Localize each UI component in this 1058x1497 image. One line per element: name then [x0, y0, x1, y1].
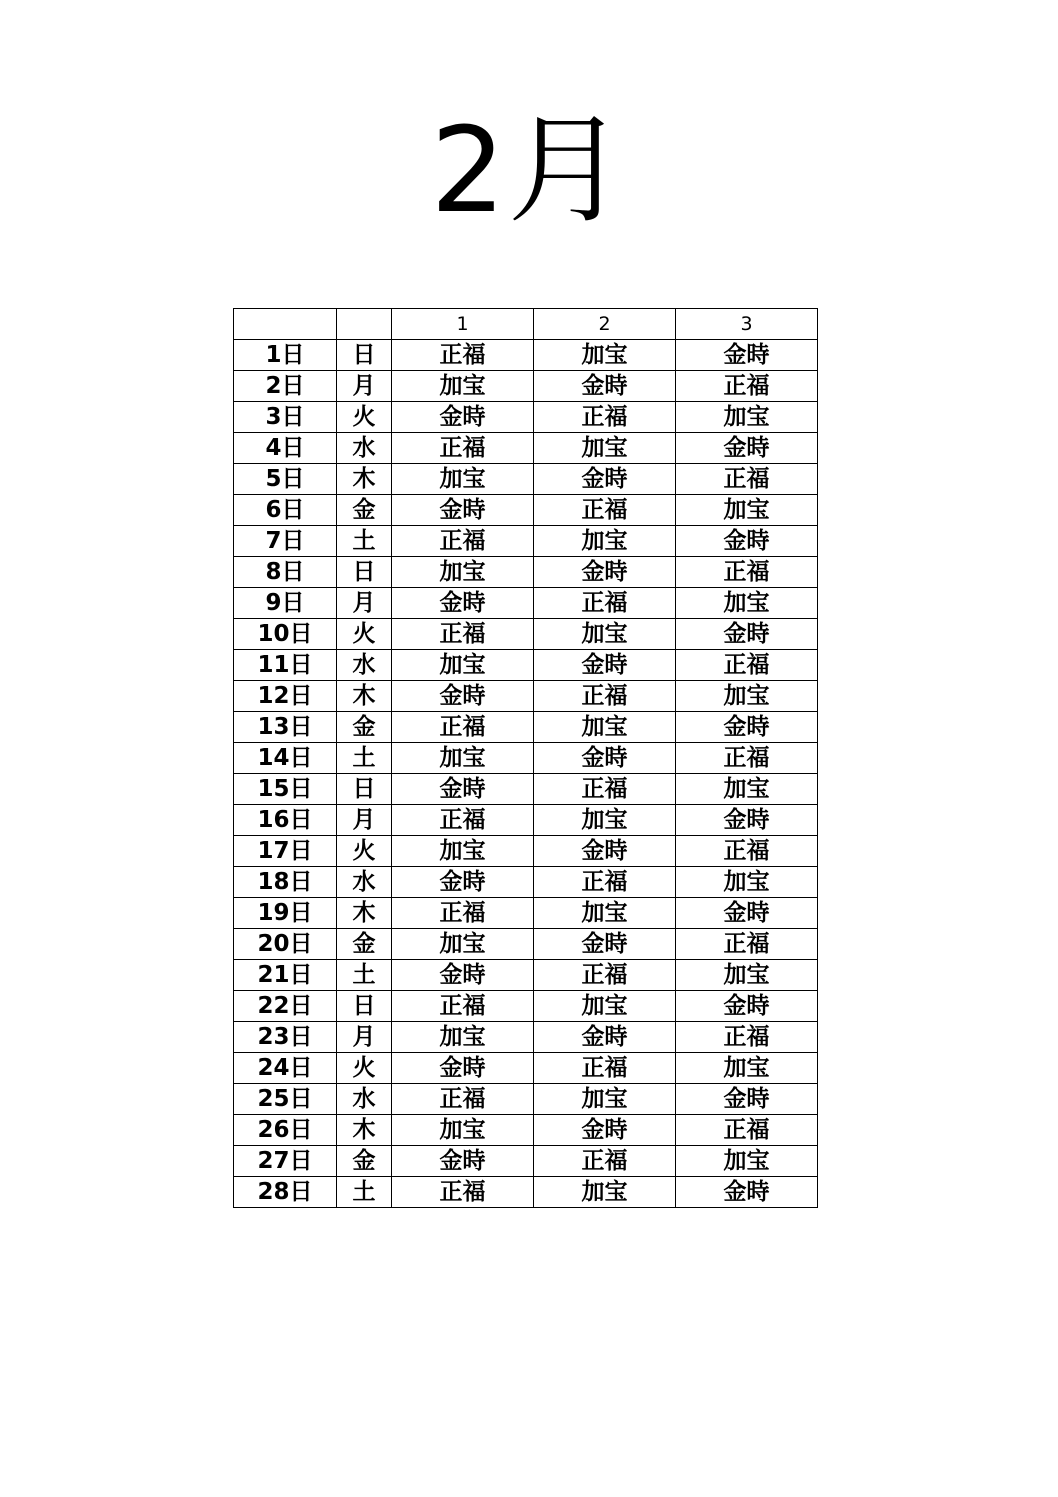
slot-2-cell: 正福 — [534, 867, 676, 898]
slot-2-cell: 加宝 — [534, 433, 676, 464]
slot-1-cell: 加宝 — [392, 1022, 534, 1053]
date-cell: 14日 — [234, 743, 337, 774]
slot-1-cell: 正福 — [392, 991, 534, 1022]
table-row — [234, 1053, 818, 1084]
slot-1-cell: 金時 — [392, 774, 534, 805]
weekday-cell: 水 — [337, 1084, 392, 1115]
table-row — [234, 650, 818, 681]
slot-3-cell: 金時 — [676, 619, 818, 650]
slot-3-cell: 金時 — [676, 526, 818, 557]
weekday-cell: 火 — [337, 1053, 392, 1084]
schedule-table — [233, 308, 818, 1208]
slot-1-cell: 正福 — [392, 526, 534, 557]
date-cell: 28日 — [234, 1177, 337, 1208]
slot-2-cell: 加宝 — [534, 619, 676, 650]
slot-3-cell: 正福 — [676, 1022, 818, 1053]
slot-1-cell: 金時 — [392, 588, 534, 619]
table-row — [234, 681, 818, 712]
slot-3-cell: 正福 — [676, 836, 818, 867]
header-cell-slot-1: 1 — [392, 309, 534, 340]
slot-2-cell: 加宝 — [534, 805, 676, 836]
header-cell-date — [234, 309, 337, 340]
slot-1-cell: 金時 — [392, 402, 534, 433]
header-cell-slot-3: 3 — [676, 309, 818, 340]
table-row — [234, 402, 818, 433]
slot-3-cell: 金時 — [676, 712, 818, 743]
date-cell: 16日 — [234, 805, 337, 836]
slot-3-cell: 金時 — [676, 805, 818, 836]
table-row — [234, 588, 818, 619]
slot-1-cell: 加宝 — [392, 464, 534, 495]
table-row — [234, 774, 818, 805]
slot-3-cell: 金時 — [676, 1177, 818, 1208]
date-cell: 23日 — [234, 1022, 337, 1053]
table-row — [234, 1177, 818, 1208]
table-row — [234, 495, 818, 526]
slot-2-cell: 加宝 — [534, 1084, 676, 1115]
slot-3-cell: 正福 — [676, 650, 818, 681]
slot-1-cell: 正福 — [392, 340, 534, 371]
header-row — [234, 309, 818, 340]
slot-1-cell: 金時 — [392, 1146, 534, 1177]
weekday-cell: 土 — [337, 1177, 392, 1208]
slot-2-cell: 金時 — [534, 836, 676, 867]
table-row — [234, 898, 818, 929]
slot-2-cell: 加宝 — [534, 340, 676, 371]
slot-2-cell: 正福 — [534, 960, 676, 991]
slot-3-cell: 正福 — [676, 371, 818, 402]
slot-2-cell: 金時 — [534, 743, 676, 774]
date-cell: 9日 — [234, 588, 337, 619]
weekday-cell: 土 — [337, 960, 392, 991]
slot-3-cell: 加宝 — [676, 588, 818, 619]
table-row — [234, 743, 818, 774]
table-row — [234, 371, 818, 402]
slot-2-cell: 加宝 — [534, 898, 676, 929]
slot-3-cell: 金時 — [676, 340, 818, 371]
weekday-cell: 水 — [337, 650, 392, 681]
table-row — [234, 464, 818, 495]
slot-2-cell: 正福 — [534, 1146, 676, 1177]
table-row — [234, 1022, 818, 1053]
date-cell: 12日 — [234, 681, 337, 712]
weekday-cell: 水 — [337, 433, 392, 464]
date-cell: 3日 — [234, 402, 337, 433]
slot-3-cell: 加宝 — [676, 774, 818, 805]
date-cell: 25日 — [234, 1084, 337, 1115]
table-row — [234, 960, 818, 991]
table-row — [234, 1084, 818, 1115]
table-row — [234, 929, 818, 960]
slot-1-cell: 加宝 — [392, 836, 534, 867]
slot-1-cell: 加宝 — [392, 557, 534, 588]
weekday-cell: 日 — [337, 557, 392, 588]
slot-1-cell: 金時 — [392, 681, 534, 712]
slot-2-cell: 正福 — [534, 402, 676, 433]
slot-3-cell: 正福 — [676, 557, 818, 588]
date-cell: 15日 — [234, 774, 337, 805]
slot-3-cell: 加宝 — [676, 867, 818, 898]
weekday-cell: 金 — [337, 495, 392, 526]
date-cell: 21日 — [234, 960, 337, 991]
slot-3-cell: 加宝 — [676, 495, 818, 526]
date-cell: 1日 — [234, 340, 337, 371]
date-cell: 5日 — [234, 464, 337, 495]
date-cell: 22日 — [234, 991, 337, 1022]
slot-1-cell: 加宝 — [392, 650, 534, 681]
header-cell-slot-2: 2 — [534, 309, 676, 340]
table-row — [234, 619, 818, 650]
table-row — [234, 712, 818, 743]
slot-2-cell: 正福 — [534, 495, 676, 526]
date-cell: 19日 — [234, 898, 337, 929]
weekday-cell: 木 — [337, 1115, 392, 1146]
slot-1-cell: 正福 — [392, 712, 534, 743]
slot-1-cell: 加宝 — [392, 743, 534, 774]
date-cell: 26日 — [234, 1115, 337, 1146]
slot-1-cell: 金時 — [392, 495, 534, 526]
slot-1-cell: 正福 — [392, 1177, 534, 1208]
weekday-cell: 金 — [337, 712, 392, 743]
slot-1-cell: 金時 — [392, 960, 534, 991]
slot-2-cell: 加宝 — [534, 1177, 676, 1208]
slot-3-cell: 正福 — [676, 464, 818, 495]
weekday-cell: 金 — [337, 929, 392, 960]
table-row — [234, 991, 818, 1022]
weekday-cell: 月 — [337, 588, 392, 619]
slot-1-cell: 加宝 — [392, 929, 534, 960]
date-cell: 27日 — [234, 1146, 337, 1177]
weekday-cell: 金 — [337, 1146, 392, 1177]
date-cell: 2日 — [234, 371, 337, 402]
slot-1-cell: 正福 — [392, 619, 534, 650]
weekday-cell: 日 — [337, 774, 392, 805]
weekday-cell: 月 — [337, 805, 392, 836]
slot-3-cell: 加宝 — [676, 402, 818, 433]
slot-3-cell: 加宝 — [676, 1146, 818, 1177]
date-cell: 6日 — [234, 495, 337, 526]
table-row — [234, 433, 818, 464]
slot-3-cell: 加宝 — [676, 681, 818, 712]
header-cell-dow — [337, 309, 392, 340]
slot-1-cell: 正福 — [392, 898, 534, 929]
slot-3-cell: 加宝 — [676, 960, 818, 991]
slot-3-cell: 正福 — [676, 743, 818, 774]
date-cell: 20日 — [234, 929, 337, 960]
weekday-cell: 日 — [337, 991, 392, 1022]
table-row — [234, 1146, 818, 1177]
date-cell: 17日 — [234, 836, 337, 867]
slot-2-cell: 正福 — [534, 774, 676, 805]
table-row — [234, 867, 818, 898]
date-cell: 13日 — [234, 712, 337, 743]
slot-2-cell: 加宝 — [534, 526, 676, 557]
table-row — [234, 557, 818, 588]
slot-1-cell: 正福 — [392, 805, 534, 836]
slot-2-cell: 金時 — [534, 371, 676, 402]
slot-2-cell: 金時 — [534, 464, 676, 495]
weekday-cell: 木 — [337, 464, 392, 495]
slot-2-cell: 金時 — [534, 1022, 676, 1053]
weekday-cell: 土 — [337, 526, 392, 557]
slot-1-cell: 加宝 — [392, 371, 534, 402]
weekday-cell: 日 — [337, 340, 392, 371]
slot-2-cell: 金時 — [534, 557, 676, 588]
date-cell: 8日 — [234, 557, 337, 588]
slot-3-cell: 加宝 — [676, 1053, 818, 1084]
slot-2-cell: 正福 — [534, 1053, 676, 1084]
weekday-cell: 火 — [337, 402, 392, 433]
slot-3-cell: 金時 — [676, 898, 818, 929]
slot-1-cell: 正福 — [392, 433, 534, 464]
weekday-cell: 火 — [337, 619, 392, 650]
slot-3-cell: 正福 — [676, 1115, 818, 1146]
table-row — [234, 836, 818, 867]
weekday-cell: 土 — [337, 743, 392, 774]
slot-2-cell: 加宝 — [534, 712, 676, 743]
slot-2-cell: 金時 — [534, 929, 676, 960]
slot-1-cell: 金時 — [392, 867, 534, 898]
date-cell: 10日 — [234, 619, 337, 650]
schedule-body — [234, 340, 818, 1208]
weekday-cell: 木 — [337, 898, 392, 929]
slot-1-cell: 加宝 — [392, 1115, 534, 1146]
weekday-cell: 水 — [337, 867, 392, 898]
date-cell: 7日 — [234, 526, 337, 557]
table-row — [234, 526, 818, 557]
slot-2-cell: 加宝 — [534, 991, 676, 1022]
page-title: 2月 — [430, 101, 628, 239]
slot-3-cell: 金時 — [676, 1084, 818, 1115]
table-row — [234, 805, 818, 836]
weekday-cell: 月 — [337, 371, 392, 402]
slot-3-cell: 金時 — [676, 433, 818, 464]
slot-2-cell: 正福 — [534, 588, 676, 619]
table-row — [234, 340, 818, 371]
weekday-cell: 月 — [337, 1022, 392, 1053]
slot-1-cell: 金時 — [392, 1053, 534, 1084]
table-row — [234, 1115, 818, 1146]
weekday-cell: 火 — [337, 836, 392, 867]
date-cell: 24日 — [234, 1053, 337, 1084]
date-cell: 18日 — [234, 867, 337, 898]
date-cell: 11日 — [234, 650, 337, 681]
slot-3-cell: 正福 — [676, 929, 818, 960]
date-cell: 4日 — [234, 433, 337, 464]
slot-1-cell: 正福 — [392, 1084, 534, 1115]
slot-3-cell: 金時 — [676, 991, 818, 1022]
slot-2-cell: 金時 — [534, 1115, 676, 1146]
slot-2-cell: 金時 — [534, 650, 676, 681]
slot-2-cell: 正福 — [534, 681, 676, 712]
weekday-cell: 木 — [337, 681, 392, 712]
